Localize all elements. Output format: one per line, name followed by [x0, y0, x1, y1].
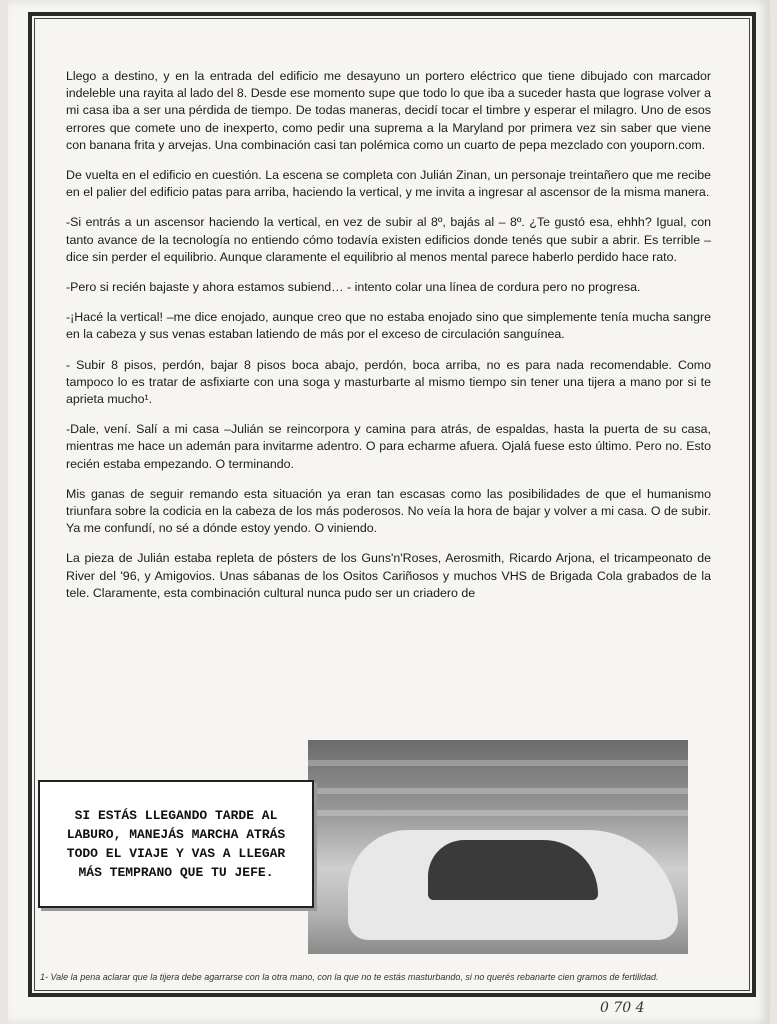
paragraph: Mis ganas de seguir remando esta situación ya eran tan escasas como las posibilidades de que el humanismo triunfara sobre la codicia en la cabeza de los más poderosos. No veía la hora de bajar y volver a mi casa. O de subir. Ya me confundí, no sé a dónde estoy yendo. O viniendo. [66, 486, 711, 536]
callout-text: SI ESTÁS LLEGANDO TARDE AL LABURO, MANEJÁS MARCHA ATRÁS TODO EL VIAJE Y VAS A LLEGAR MÁS TEMPRANO QUE TU JEFE. [66, 808, 286, 880]
paragraph: -Dale, vení. Salí a mi casa –Julián se reincorpora y camina para atrás, de espaldas, hasta la puerta de su casa, mientras me hace un ademán para invitarme adentro. O para echarme afuera. Ojalá fuese esto último. Pero no. Esto recién estaba empezando. O terminando. [66, 422, 711, 471]
page-number: 0 70 4 [600, 1000, 645, 1016]
magazine-page [8, 0, 770, 1024]
paragraph: Llego a destino, y en la entrada del edificio me desayuno un portero eléctrico que tiene dibujado con marcador indeleble una rayita al lado del 8. Desde ese momento supe que todo lo que iba a suceder hasta que lograse volver a mi casa iba a ser una pérdida de tiempo. De todas maneras, decidí tocar el timbre y esperar el milagro. Uno de esos errores que comete uno de inexperto, como pedir una suprema a la Maryland por primera vez sin saber que viene con banana frita y arvejas. Una combinación casi tan polémica como un cuarto de pepa mezclado con youporn.com. [66, 69, 711, 152]
car-window-shape [428, 840, 598, 900]
paragraph: -Pero si recién bajaste y ahora estamos subiend… - intento colar una línea de cordura pero no progresa. [66, 280, 641, 295]
callout-box [38, 780, 314, 908]
car-photo [308, 740, 688, 954]
paragraph: De vuelta en el edificio en cuestión. La escena se completa con Julián Zinan, un personaje treintañero que me recibe en el palier del edificio patas para arriba, haciendo la vertical, y me invita a ingresar al ascensor de la misma manera. [66, 168, 711, 200]
paragraph: -Si entrás a un ascensor haciendo la vertical, en vez de subir al 8º, bajás al – 8º. ¿Te gustó esa, ehhh? Igual, con tanto avance de la tecnología no entiendo cómo todavía existen edificios donde tenés que subir a abrir. Es terrible –dice sin perder el equilibrio. Aunque claramente el equilibrio al menos mental parece haberlo perdido hace rato. [66, 215, 711, 264]
footnote: 1- Vale la pena aclarar que la tijera debe agarrarse con la otra mano, con la que no te estás masturbando, si no querés rebanarte cien gramos de fertilidad. [40, 972, 659, 982]
paragraph: - Subir 8 pisos, perdón, bajar 8 pisos boca abajo, perdón, boca arriba, no es para nada recomendable. Como tampoco lo es tratar de asfixiarte con una soga y masturbarte al mismo tiempo sin tener una tijera a mano por si te aprieta mucho¹. [66, 357, 711, 407]
paragraph: -¡Hacé la vertical! –me dice enojado, aunque creo que no estaba enojado sino que simplemente tenía mucha sangre en la cabeza y sus venas estaban latiendo de más por el exceso de circulación sanguínea. [66, 310, 711, 342]
article-body [66, 68, 711, 615]
paragraph: La pieza de Julián estaba repleta de pósters de los Guns'n'Roses, Aerosmith, Ricardo Arjona, el tricampeonato de River del '96, y Amigovios. Unas sábanas de los Ositos Cariñosos y muchos VHS de Brigada Cola grabados de la tele. Claramente, esta combinación cultural nunca pudo ser un criadero de [66, 551, 711, 600]
